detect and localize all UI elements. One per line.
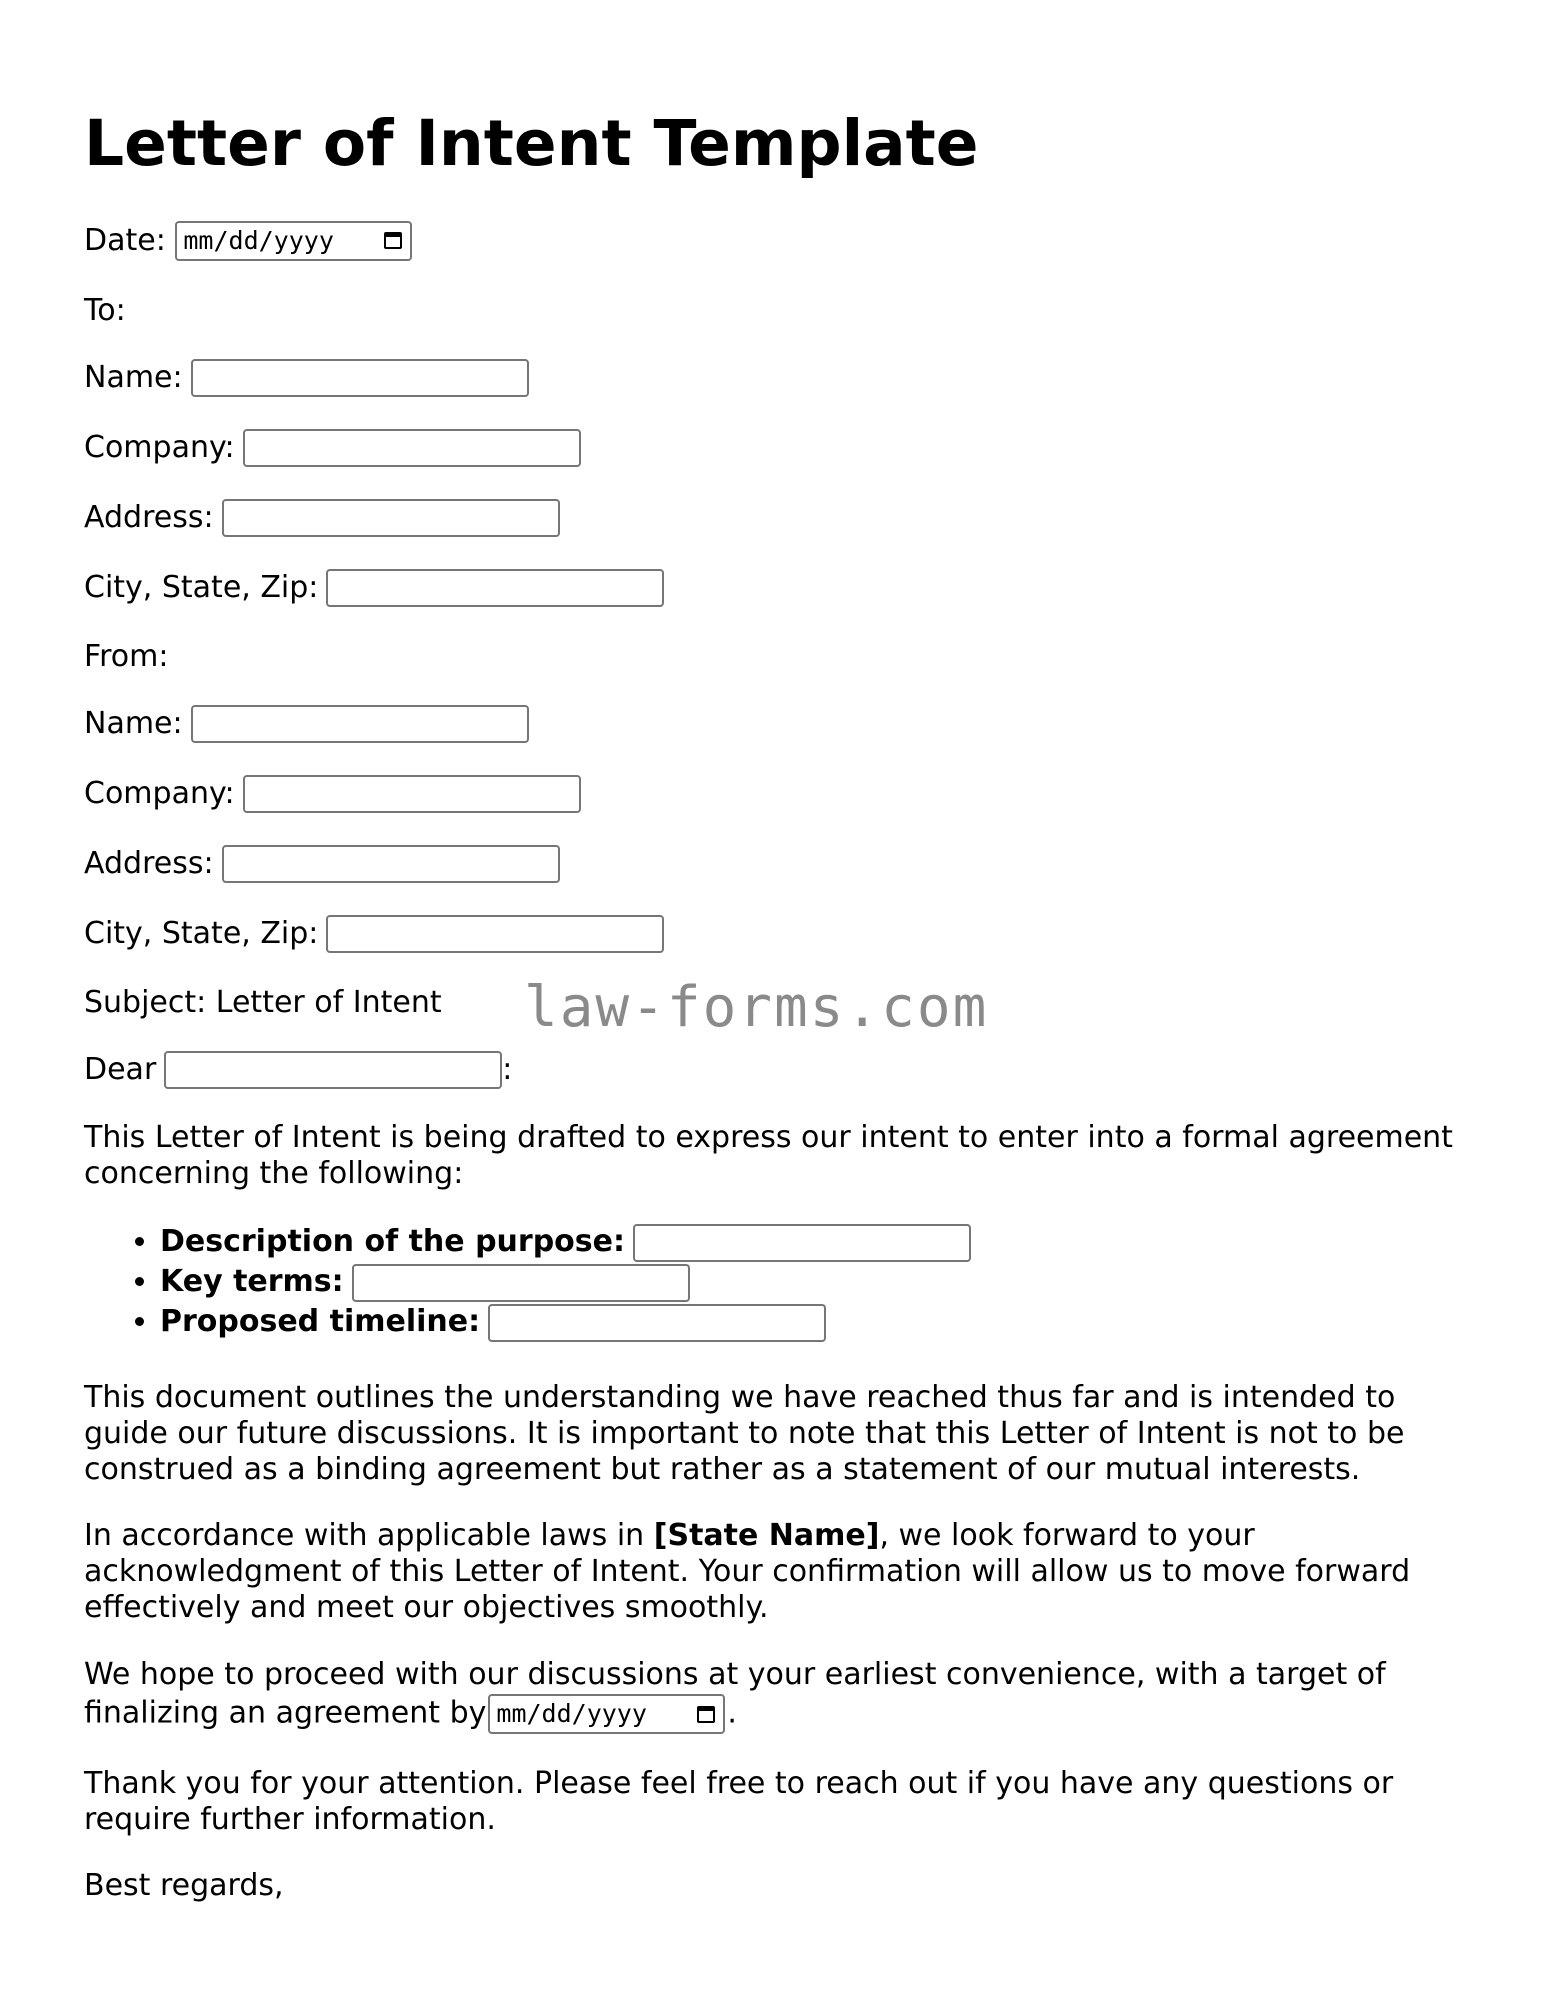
timeline-input[interactable] [488,1304,826,1342]
to-name-input[interactable] [191,359,529,397]
from-name-label: Name: [84,705,183,741]
watermark-text: law-forms.com [524,975,989,1040]
to-company-label: Company: [84,429,235,465]
calendar-icon[interactable] [697,1706,715,1723]
greeting-suffix: : [502,1051,513,1087]
law-paragraph [84,1518,1464,1626]
list-item [160,1222,971,1262]
intro-paragraph: This Letter of Intent is being drafted to express our intent to enter into a formal agreement concerning the following: [84,1120,1453,1191]
from-name-input[interactable] [191,705,529,743]
from-city-label: City, State, Zip: [84,915,319,951]
to-heading-text: To: [84,292,126,328]
date-input[interactable] [175,221,412,261]
from-city-input[interactable] [326,915,664,953]
state-name-placeholder: [State Name] [653,1518,880,1553]
from-address-label: Address: [84,845,214,881]
subject-line [84,982,442,1022]
from-company-input[interactable] [243,775,581,813]
to-city-label: City, State, Zip: [84,569,319,605]
to-company-input[interactable] [243,429,581,467]
date-label: Date: [84,222,166,258]
thanks-paragraph: Thank you for your attention. Please feel free to reach out if you have any questions or require further information. [84,1766,1394,1837]
to-address-label: Address: [84,499,214,535]
key-terms-label: Key terms: [160,1264,344,1299]
from-name-row [84,703,529,743]
greeting-prefix: Dear [84,1051,157,1087]
terms-list [84,1222,971,1342]
from-city-row [84,913,664,953]
timeline-label: Proposed timeline: [160,1304,481,1339]
to-heading [84,290,126,330]
to-address-input[interactable] [222,499,560,537]
purpose-label: Description of the purpose: [160,1224,625,1259]
from-heading-text: From: [84,638,169,674]
law-text-before: In accordance with applicable laws in [84,1518,654,1553]
from-address-row [84,843,560,883]
target-date-input[interactable] [488,1694,725,1734]
greeting-row [84,1049,512,1089]
understanding-paragraph: This document outlines the understanding we have reached thus far and is intended to guide our future discussions. It is important to note that this Letter of Intent is not to be construed as a binding agreement but rather as a statement of our mutual interests. [84,1380,1405,1487]
proceed-paragraph [84,1656,1464,1734]
list-item [160,1302,971,1342]
date-row [84,220,412,260]
to-city-row [84,567,664,607]
to-name-label: Name: [84,359,183,395]
from-company-row [84,773,581,813]
law-text-after: , we look forward to your acknowledgment of this Letter of Intent. Your confirmation will allow us to move forward effectively and meet our objectives smoothly. [84,1518,1411,1625]
proceed-text-before: We hope to proceed with our discussions at your earliest convenience, with a target of finalizing an agreement by [84,1657,1386,1731]
purpose-input[interactable] [633,1224,971,1262]
to-name-row [84,357,529,397]
from-company-label: Company: [84,775,235,811]
to-city-input[interactable] [326,569,664,607]
target-date-placeholder: mm/dd/yyyy [496,1699,647,1728]
proceed-text-after: . [727,1695,737,1731]
to-company-row [84,427,581,467]
from-heading [84,636,168,676]
calendar-icon[interactable] [384,232,402,249]
list-item [160,1262,971,1302]
to-address-row [84,497,560,537]
page-title: Letter of Intent Template [84,107,979,180]
recipient-input[interactable] [164,1051,502,1089]
from-address-input[interactable] [222,845,560,883]
subject-text: Subject: Letter of Intent [84,984,442,1020]
key-terms-input[interactable] [352,1264,690,1302]
date-placeholder: mm/dd/yyyy [183,225,334,255]
closing-text: Best regards, [84,1868,284,1903]
